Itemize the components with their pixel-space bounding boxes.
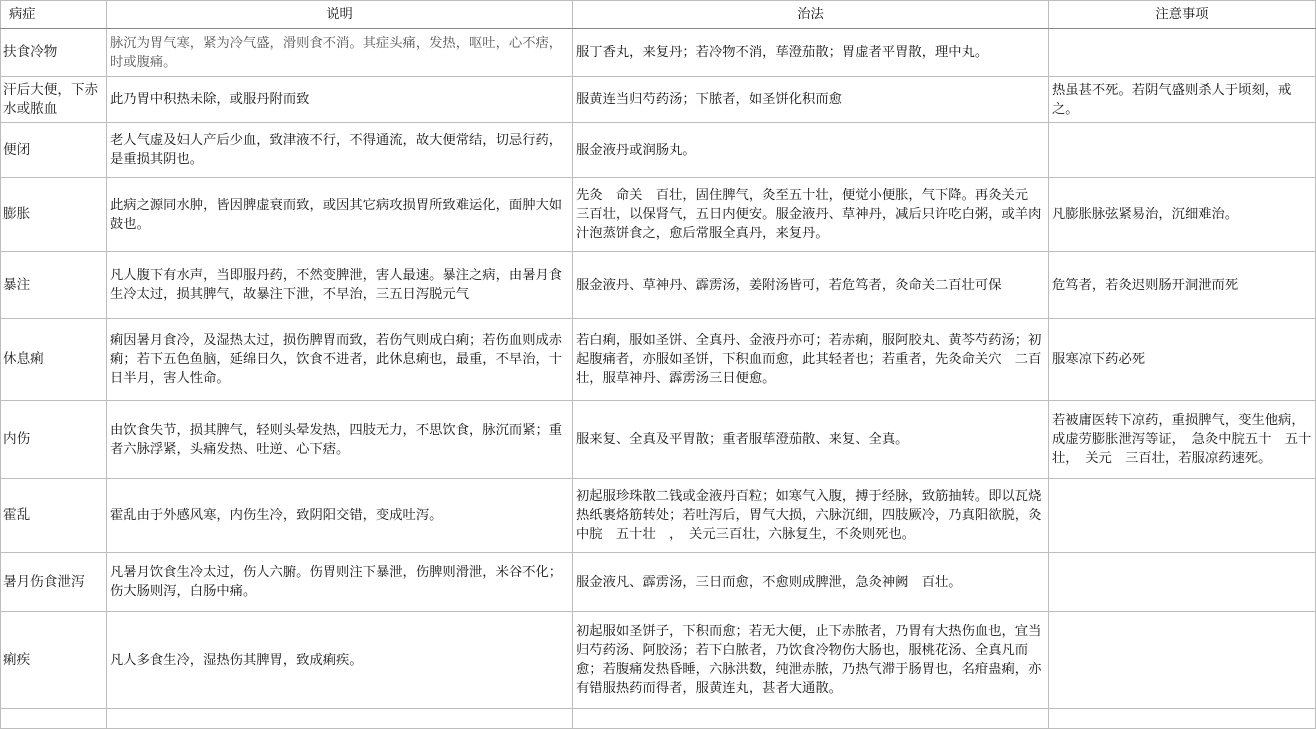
cell-notes[interactable]	[1049, 29, 1316, 77]
cell-disease[interactable]: 便闭	[1, 123, 107, 178]
table-row	[1, 553, 1316, 612]
cell-description[interactable]: 凡人腹下有水声，当即服丹药，不然变脾泄，害人最速。暴注之病，由暑月食生冷太过，损其脾气，故暴注下泄，不早治，三五日泻脱元气	[107, 252, 573, 319]
cell-description[interactable]: 霍乱由于外感风寒，内伤生冷，致阴阳交错，变成吐泻。	[107, 479, 573, 553]
cell-description[interactable]: 脉沉为胃气寒，紧为冷气盛，滑则食不消。其症头痛，发热，呕吐，心不痞，时或腹痛。	[107, 29, 573, 77]
table-row	[1, 612, 1316, 709]
cell-treatment[interactable]: 服金液凡、霹雳汤，三日而愈，不愈则成脾泄，急灸神阙 百壮。	[573, 553, 1049, 612]
table-row	[1, 252, 1316, 319]
cell-disease[interactable]: 膨胀	[1, 178, 107, 252]
table-row	[1, 479, 1316, 553]
cell-description[interactable]: 老人气虚及妇人产后少血，致津液不行，不得通流，故大便常结，切忌行药，是重损其阴也。	[107, 123, 573, 178]
header-disease[interactable]: 病症	[1, 1, 107, 29]
cell-treatment[interactable]: 服金液丹、草神丹、霹雳汤，姜附汤皆可，若危笃者，灸命关二百壮可保	[573, 252, 1049, 319]
cell-notes[interactable]	[1049, 553, 1316, 612]
table-row	[1, 77, 1316, 123]
empty-cell[interactable]	[1, 709, 107, 729]
cell-disease[interactable]: 休息痢	[1, 319, 107, 401]
empty-cell[interactable]	[1049, 709, 1316, 729]
cell-description[interactable]: 凡暑月饮食生冷太过，伤人六腑。伤胃则注下暴泄，伤脾则滑泄，米谷不化；伤大肠则泻，白肠中痛。	[107, 553, 573, 612]
table-row	[1, 709, 1316, 729]
cell-treatment[interactable]: 初起服如圣饼子，下积而愈；若无大便，止下赤脓者，乃胃有大热伤血也，宜当归芍药汤、阿胶汤；若下白脓者，乃饮食冷物伤大肠也，服桃花汤、全真凡而愈；若腹痛发热昏睡，六脉洪数，纯泄赤脓，乃热气滞于肠胃也，名疳蛊痢，亦有错服热药而得者，服黄连丸，甚者大通散。	[573, 612, 1049, 709]
cell-treatment[interactable]: 服黄连当归芍药汤；下脓者，如圣饼化积而愈	[573, 77, 1049, 123]
cell-treatment[interactable]: 先灸 命关 百壮，固住脾气，灸至五十壮，便觉小便胀，气下降。再灸关元 三百壮，以保肾气，五日内便安。服金液丹、草神丹，减后只许吃白粥，或羊肉汁泡蒸饼食之，愈后常服全真丹，来复丹。	[573, 178, 1049, 252]
cell-description[interactable]: 此乃胃中积热未除，或服丹附而致	[107, 77, 573, 123]
cell-disease[interactable]: 内伤	[1, 401, 107, 479]
cell-disease[interactable]: 霍乱	[1, 479, 107, 553]
cell-notes[interactable]	[1049, 479, 1316, 553]
cell-disease[interactable]: 汗后大便，下赤水或脓血	[1, 77, 107, 123]
table-row	[1, 123, 1316, 178]
cell-disease[interactable]: 暴注	[1, 252, 107, 319]
cell-treatment[interactable]: 服丁香丸，来复丹；若冷物不消，荜澄茄散；胃虚者平胃散，理中丸。	[573, 29, 1049, 77]
cell-disease[interactable]: 扶食冷物	[1, 29, 107, 77]
cell-notes[interactable]	[1049, 123, 1316, 178]
cell-disease[interactable]: 暑月伤食泄泻	[1, 553, 107, 612]
cell-notes[interactable]: 凡膨胀脉弦紧易治，沉细难治。	[1049, 178, 1316, 252]
cell-description[interactable]: 凡人多食生冷，湿热伤其脾胃，致成痢疾。	[107, 612, 573, 709]
cell-treatment[interactable]: 服金液丹或润肠丸。	[573, 123, 1049, 178]
table-row	[1, 401, 1316, 479]
table-row	[1, 29, 1316, 77]
cell-notes[interactable]: 危笃者，若灸迟则肠开洞泄而死	[1049, 252, 1316, 319]
header-notes[interactable]: 注意事项	[1049, 1, 1316, 29]
header-description[interactable]: 说明	[107, 1, 573, 29]
cell-description[interactable]: 此病之源同水肿，皆因脾虚衰而致，或因其它病攻损胃所致难运化，面肿大如鼓也。	[107, 178, 573, 252]
header-treatment[interactable]: 治法	[573, 1, 1049, 29]
empty-cell[interactable]	[107, 709, 573, 729]
cell-description[interactable]: 由饮食失节，损其脾气，轻则头晕发热，四肢无力，不思饮食，脉沉而紧；重者六脉浮紧，头痛发热、吐逆、心下痞。	[107, 401, 573, 479]
cell-treatment[interactable]: 服来复、全真及平胃散；重者服荜澄茄散、来复、全真。	[573, 401, 1049, 479]
table-row	[1, 319, 1316, 401]
cell-notes[interactable]: 热虽甚不死。若阴气盛则杀人于顷刻，戒之。	[1049, 77, 1316, 123]
header-row	[1, 1, 1316, 29]
cell-treatment[interactable]: 若白痢，服如圣饼、全真丹、金液丹亦可；若赤痢，服阿胶丸、黄芩芍药汤；初起腹痛者，亦服如圣饼，下积血而愈，此其轻者也；若重者，先灸命关穴 二百壮，服草神丹、霹雳汤三日便愈。	[573, 319, 1049, 401]
cell-notes[interactable]	[1049, 612, 1316, 709]
cell-notes[interactable]: 若被庸医转下凉药，重损脾气，变生他病，成虚劳膨胀泄泻等证， 急灸中脘五十 五十壮， 关元 三百壮，若服凉药速死。	[1049, 401, 1316, 479]
cell-treatment[interactable]: 初起服珍珠散二钱或金液丹百粒；如寒气入腹，搏于经脉，致筋抽转。即以瓦烧热纸裹烙筋转处；若吐泻后，胃气大损，六脉沉细，四肢厥冷，乃真阳欲脱，灸 中脘 五十壮 ， 关元三百壮，六脉复生，不灸则死也。	[573, 479, 1049, 553]
cell-notes[interactable]: 服寒凉下药必死	[1049, 319, 1316, 401]
empty-cell[interactable]	[573, 709, 1049, 729]
cell-description[interactable]: 痢因暑月食冷，及湿热太过，损伤脾胃而致，若伤气则成白痢；若伤血则成赤痢；若下五色鱼脑，延绵日久，饮食不进者，此休息痢也，最重，不早治，十日半月，害人性命。	[107, 319, 573, 401]
cell-disease[interactable]: 痢疾	[1, 612, 107, 709]
table-row	[1, 178, 1316, 252]
